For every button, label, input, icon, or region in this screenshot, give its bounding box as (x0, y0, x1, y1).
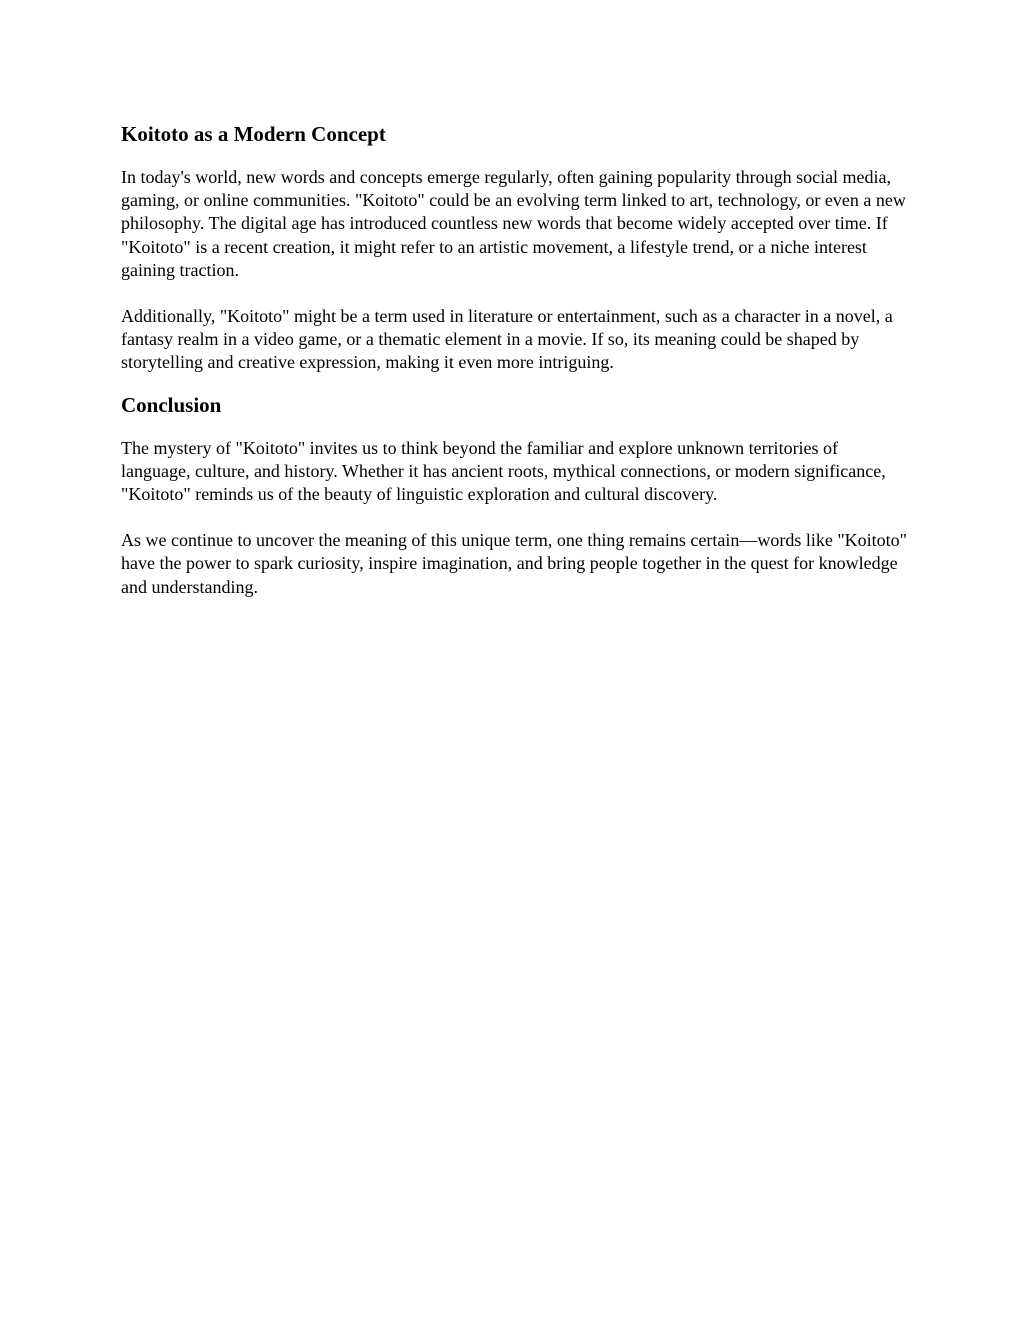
paragraph-modern-concept-1: In today's world, new words and concepts emerge regularly, often gaining popularity through social media, gaming, or online communities. "Koitoto" could be an evolving term linked to art, technology, or even a new philosophy. The digital age has introduced countless new words that become widely accepted over time. If "Koitoto" is a recent creation, it might refer to an artistic movement, a lifestyle trend, or a niche interest gaining traction. (121, 167, 906, 280)
paragraph-modern-concept-2: Additionally, "Koitoto" might be a term used in literature or entertainment, such as a character in a novel, a fantasy realm in a video game, or a thematic element in a movie. If so, its meaning could be shaped by storytelling and creative expression, making it even more intriguing. (121, 306, 893, 373)
document-page (121, 120, 911, 599)
paragraph-conclusion-1: The mystery of "Koitoto" invites us to think beyond the familiar and explore unknown territories of language, culture, and history. Whether it has ancient roots, mythical connections, or modern significance, "Koitoto" reminds us of the beauty of linguistic exploration and cultural discovery. (121, 437, 886, 505)
section-heading-modern-concept: Koitoto as a Modern Concept (121, 122, 386, 146)
paragraph-conclusion-2: As we continue to uncover the meaning of this unique term, one thing remains certain—words like "Koitoto" have the power to spark curiosity, inspire imagination, and bring people together in the quest for knowledge and understanding. (121, 530, 908, 597)
section-heading-conclusion: Conclusion (121, 392, 222, 417)
